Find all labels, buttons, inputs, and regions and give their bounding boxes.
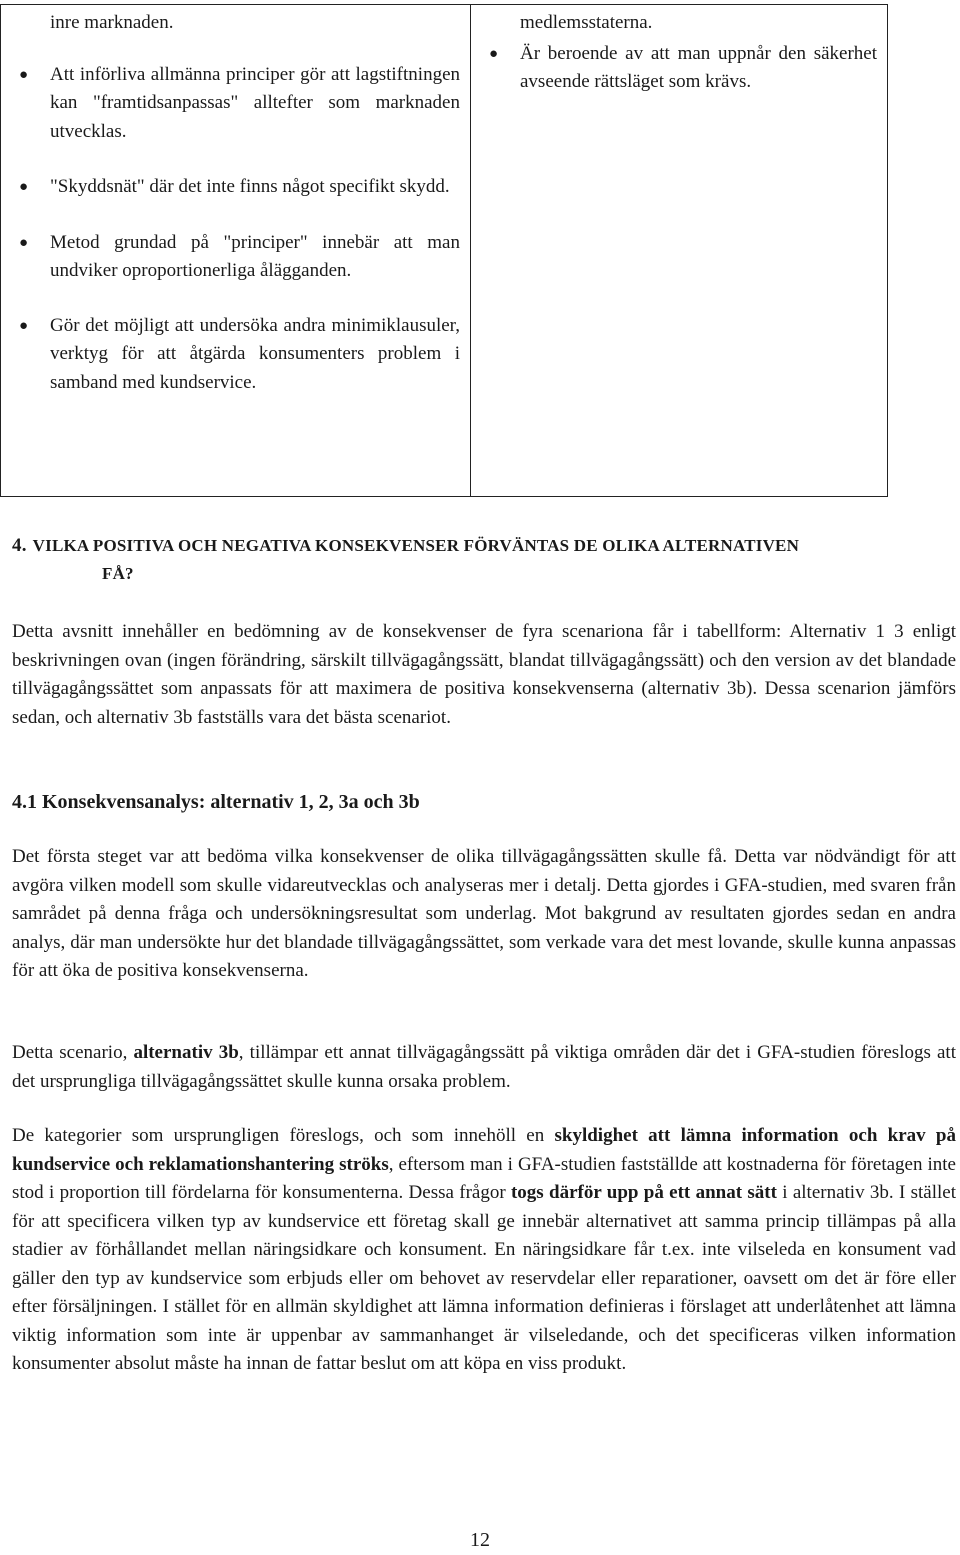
paragraph-text: , eftersom man i GFA-studien fastställde att kostnaderna för företagen inte stod i proportion till fördelarna för konsumenterna. Dessa frågor bbox=[12, 1153, 956, 1203]
list-item bbox=[17, 61, 460, 147]
list-item-text: Gör det möjligt att undersöka andra minimiklausuler, verktyg för att åtgärda konsumenters problem i samband med kundservice. bbox=[50, 314, 460, 393]
subsection-paragraph-1 bbox=[12, 843, 956, 986]
bullet-icon: ● bbox=[19, 317, 29, 334]
paragraph bbox=[12, 1122, 956, 1379]
emphasis-text: togs därför upp på ett annat sätt bbox=[510, 1182, 777, 1203]
section-heading bbox=[12, 532, 956, 588]
left-bullet-list bbox=[17, 61, 460, 398]
page-number: 12 bbox=[470, 1529, 490, 1551]
bullet-icon: ● bbox=[19, 179, 29, 195]
subsection-paragraph-3 bbox=[12, 1122, 956, 1379]
list-item-text: Är beroende av att man uppnår den säkerhet avseende rättsläget som krävs. bbox=[520, 42, 877, 92]
list-item bbox=[17, 312, 460, 398]
section-title-line2: FÅ? bbox=[102, 564, 134, 583]
right-bullet-list bbox=[487, 40, 877, 97]
list-item-text: "Skyddsnät" där det inte finns något specifikt skydd. bbox=[50, 176, 450, 197]
left-continuation-text: inre marknaden. bbox=[50, 12, 174, 33]
right-continuation-text: medlemsstaterna. bbox=[520, 12, 653, 33]
paragraph-text: i alternativ 3b. I stället för att specificera vilken typ av kundservice ett företag skall ge innebär alternativet att samma princip tillämpas på alla stadier av förhållandet mellan näringsidkare och konsument. En näringsidkare får t.ex. inte vilseleda en konsument vad gäller den typ av kundservice som erbjuds eller om behovet av reservdelar eller reparationer, oavsett om det är före eller efter försäljningen. I stället för en allmän skyldighet att lämna information definieras i förslaget att underlåtenhet att lämna viktig information som inte är uppenbar av sammanhanget är vilseledande, och det specificeras vilken information konsumenter absolut måste ha innan de fattar beslut om att köpa en viss produkt. bbox=[12, 1182, 956, 1374]
comparison-table bbox=[0, 4, 888, 497]
section-intro bbox=[12, 618, 956, 732]
list-item bbox=[17, 173, 460, 202]
section-number: 4. bbox=[12, 535, 27, 556]
bullet-icon: ● bbox=[19, 234, 29, 251]
paragraph-text: De kategorier som ursprungligen föreslogs, och som innehöll en bbox=[12, 1125, 555, 1146]
emphasis-text: skyldighet att lämna information och krav på kundservice och reklamationshantering ströks bbox=[12, 1125, 956, 1175]
list-item bbox=[487, 40, 877, 97]
intro-paragraph: Detta avsnitt innehåller en bedömning av de konsekvenser de fyra scenariona får i tabellform: Alternativ 1 3 enligt beskrivningen ovan (ingen förändring, särskilt tillvägagångssätt, blandat tillvägagångssätt) och den version av det blandade tillvägagångssättet som anpassats för att maximera de positiva konsekvenserna (alternativ 3b). Dessa scenarion jämförs sedan, och alternativ 3b fastställs vara det bästa scenariot. bbox=[12, 621, 956, 728]
list-item-text: Att införliva allmänna principer gör att lagstiftningen kan "framtidsanpassas" alltefter som marknaden utvecklas. bbox=[50, 63, 460, 142]
list-item-text: Metod grundad på "principer" innebär att man undviker oproportionerliga ålägganden. bbox=[50, 231, 460, 281]
table-right-column bbox=[471, 5, 887, 496]
bullet-icon: ● bbox=[489, 45, 499, 62]
paragraph-text: Detta scenario, bbox=[12, 1042, 134, 1063]
bullet-icon: ● bbox=[19, 66, 29, 83]
table-left-column bbox=[1, 5, 471, 496]
emphasis-text: alternativ 3b bbox=[133, 1042, 239, 1063]
subsection-title: 4.1 Konsekvensanalys: alternativ 1, 2, 3a och 3b bbox=[12, 791, 420, 813]
paragraph: Det första steget var att bedöma vilka konsekvenser de olika tillvägagångssätten skulle få. Detta var nödvändigt för att avgöra vilken modell som skulle vidareutvecklas och analyseras mer i detalj. Detta gjordes i GFA-studien, med svaren från samrådet på denna fråga och undersökningsresultat som underlag. Mot bakgrund av resultaten gjordes sedan en andra analys, där man undersökte hur det blandade tillvägagångssättet, som verkade vara det mest lovande, skulle kunna anpassas för att öka de positiva konsekvenserna. bbox=[12, 846, 956, 981]
section-title-line1: VILKA POSITIVA OCH NEGATIVA KONSEKVENSER FÖRVÄNTAS DE OLIKA ALTERNATIVEN bbox=[32, 536, 800, 555]
list-item bbox=[17, 229, 460, 286]
paragraph bbox=[12, 1039, 956, 1096]
paragraph-text: , tillämpar ett annat tillvägagångssätt på viktiga områden där det i GFA-studien föreslogs att det ursprungliga tillvägagångssättet skulle kunna orsaka problem. bbox=[12, 1042, 956, 1092]
subsection-paragraph-2 bbox=[12, 1039, 956, 1096]
